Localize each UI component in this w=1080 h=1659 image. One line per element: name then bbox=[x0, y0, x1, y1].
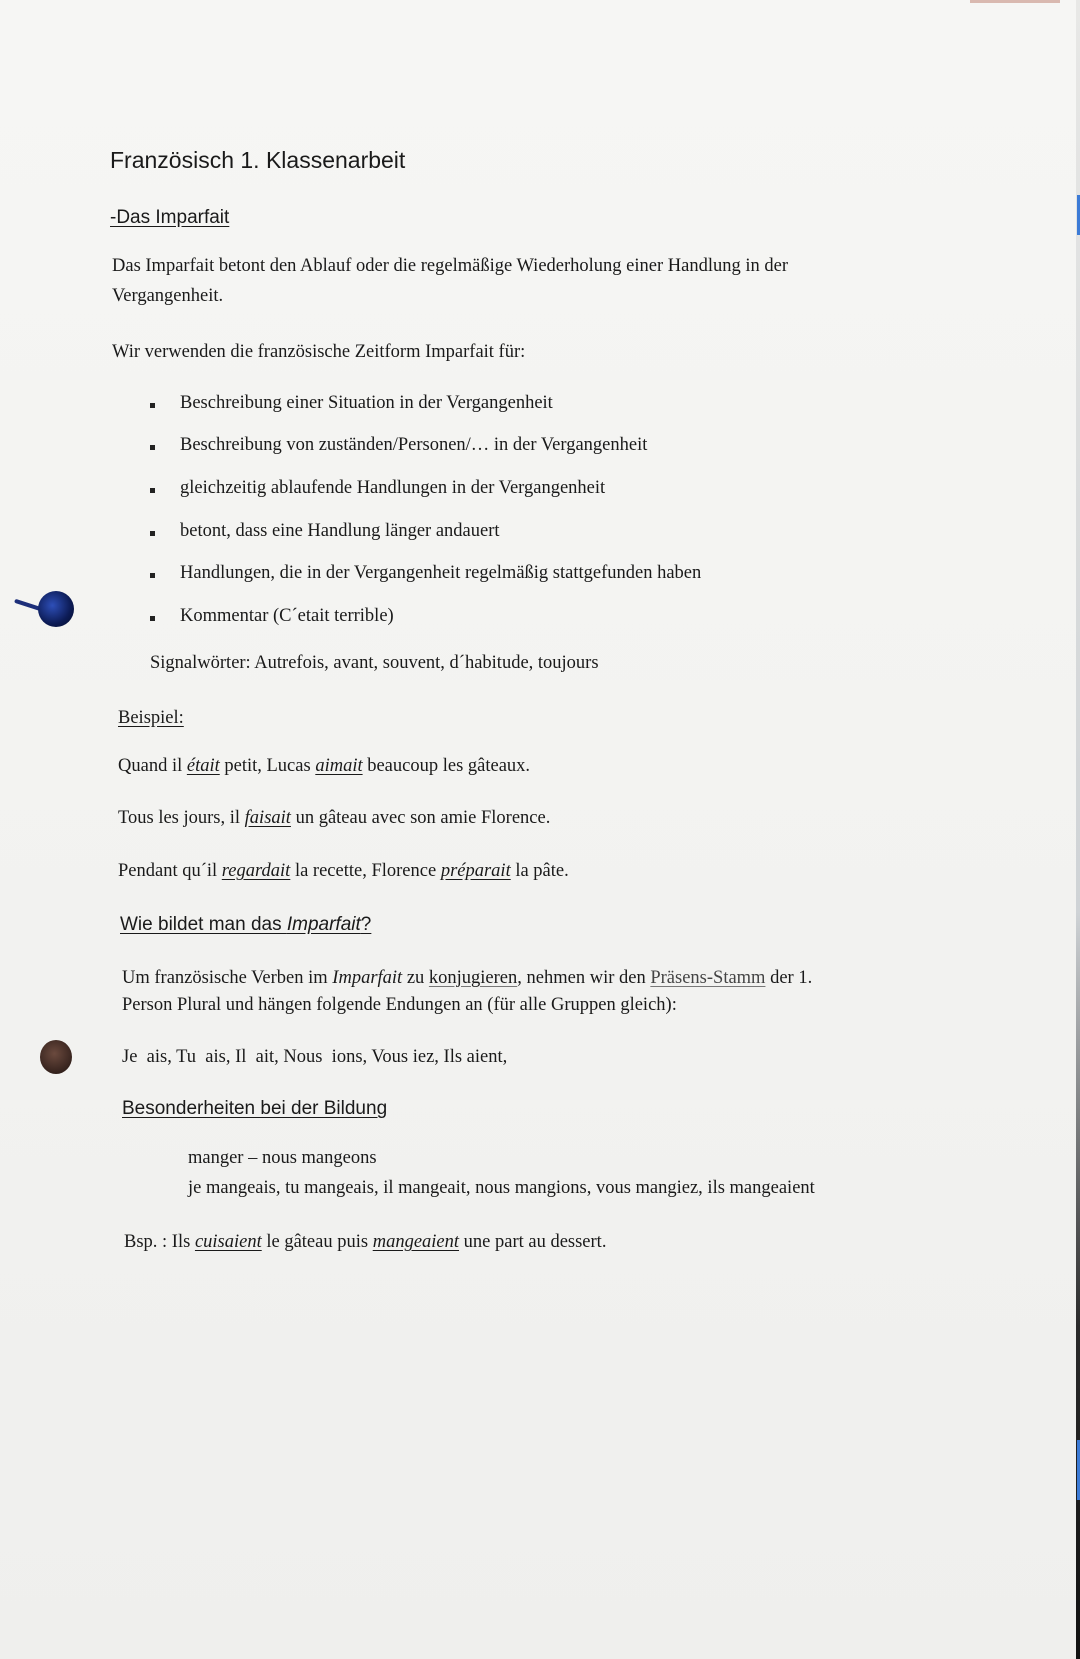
list-item-text: betont, dass eine Handlung länger andauert bbox=[180, 521, 500, 541]
underlined-term: Präsens-Stamm bbox=[650, 968, 766, 988]
list-item-text: Beschreibung von zuständen/Personen/… in der Vergangenheit bbox=[180, 435, 648, 455]
sentence-text: Pendant qu´il bbox=[118, 861, 222, 881]
heading-text: ? bbox=[360, 914, 372, 935]
endings-line: Je ais, Tu ais, Il ait, Nous ions, Vous iez, Ils aient, bbox=[122, 1047, 508, 1067]
imparfait-verb: regardait bbox=[221, 861, 291, 881]
special-line-1: manger – nous mangeons bbox=[188, 1148, 377, 1168]
list-item-text: gleichzeitig ablaufende Handlungen in der Vergangenheit bbox=[180, 478, 606, 498]
list-item-text: Beschreibung einer Situation in der Vergangenheit bbox=[180, 393, 553, 413]
underlined-term: konjugieren bbox=[428, 968, 518, 988]
formation-heading bbox=[120, 914, 371, 936]
document-title: Französisch 1. Klassenarbeit bbox=[110, 147, 406, 173]
imparfait-verb: mangeaient bbox=[372, 1232, 460, 1252]
formation-line-1 bbox=[122, 963, 812, 993]
imparfait-verb: cuisaient bbox=[194, 1232, 262, 1252]
bullet-marker bbox=[150, 616, 155, 621]
example-sentence-2 bbox=[118, 808, 550, 829]
bullet-marker bbox=[150, 445, 155, 450]
imparfait-verb: préparait bbox=[440, 861, 511, 881]
intro-line-2: Vergangenheit. bbox=[112, 286, 224, 306]
example-heading: Beispiel: bbox=[118, 708, 184, 728]
example-sentence-1 bbox=[118, 756, 530, 777]
sentence-text: Bsp. : Ils bbox=[124, 1232, 195, 1252]
paragraph-text: , nehmen wir den bbox=[517, 968, 651, 988]
punch-hole bbox=[40, 1040, 72, 1074]
sentence-text: le gâteau puis bbox=[261, 1232, 373, 1252]
bullet-marker bbox=[150, 403, 155, 408]
bullet-marker bbox=[150, 488, 155, 493]
sentence-text: petit, Lucas bbox=[219, 756, 316, 776]
formation-line-2: Person Plural und hängen folgende Endungen an (für alle Gruppen gleich): bbox=[122, 995, 677, 1015]
sentence-text: une part au dessert. bbox=[459, 1232, 607, 1252]
sentence-text: Quand il bbox=[118, 756, 187, 776]
page-right-edge bbox=[1076, 0, 1080, 1659]
imparfait-verb: faisait bbox=[244, 808, 291, 828]
intro-line-1: Das Imparfait betont den Ablauf oder die regelmäßige Wiederholung einer Handlung in der bbox=[112, 256, 788, 276]
sentence-text: beaucoup les gâteaux. bbox=[362, 756, 531, 776]
page-edge-accent bbox=[970, 0, 1060, 3]
heading-text-italic: Imparfait bbox=[286, 914, 361, 935]
list-item-text: Handlungen, die in der Vergangenheit regelmäßig stattgefunden haben bbox=[180, 563, 702, 583]
bullet-marker bbox=[150, 531, 155, 536]
example-sentence-3 bbox=[118, 861, 569, 882]
imparfait-verb: était bbox=[186, 756, 220, 776]
sentence-text: la recette, Florence bbox=[290, 861, 441, 881]
paragraph-text-italic: Imparfait bbox=[332, 968, 403, 988]
special-line-2: je mangeais, tu mangeais, il mangeait, nous mangions, vous mangiez, ils mangeaient bbox=[188, 1178, 815, 1198]
special-heading: Besonderheiten bei der Bildung bbox=[122, 1098, 388, 1119]
special-example bbox=[124, 1227, 606, 1257]
paragraph-text: zu bbox=[402, 968, 429, 988]
list-item-text: Kommentar (C´etait terrible) bbox=[180, 606, 394, 626]
sentence-text: Tous les jours, il bbox=[118, 808, 245, 828]
section-heading-imparfait: -Das Imparfait bbox=[110, 207, 230, 228]
heading-text: Wie bildet man das bbox=[120, 914, 287, 935]
bullet-marker bbox=[150, 573, 155, 578]
sentence-text: la pâte. bbox=[510, 861, 569, 881]
punch-hole bbox=[38, 591, 74, 627]
imparfait-verb: aimait bbox=[315, 756, 363, 776]
paragraph-text: Um französische Verben im bbox=[122, 968, 333, 988]
sentence-text: un gâteau avec son amie Florence. bbox=[290, 808, 551, 828]
paragraph-text: der 1. bbox=[765, 968, 813, 988]
usage-intro: Wir verwenden die französische Zeitform Imparfait für: bbox=[112, 342, 526, 362]
signal-words: Signalwörter: Autrefois, avant, souvent, d´habitude, toujours bbox=[150, 653, 599, 673]
